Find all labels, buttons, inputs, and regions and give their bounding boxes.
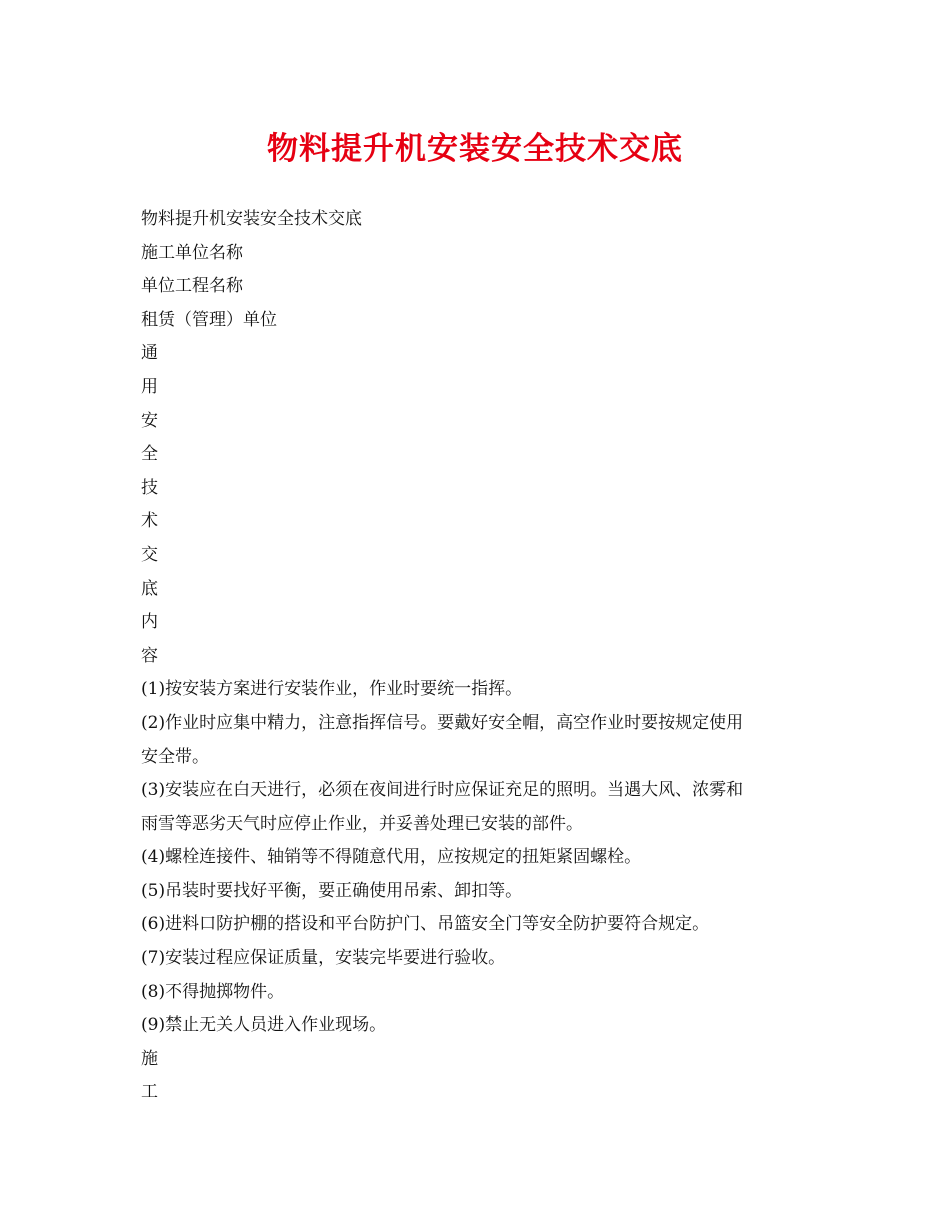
body-line: 租赁（管理）单位 [141,309,277,330]
body-line: (9)禁止无关人员进入作业现场。 [141,1015,387,1036]
body-line: (5)吊装时要找好平衡，要正确使用吊索、卸扣等。 [141,880,523,901]
document-body [141,203,821,1110]
body-line: 用 [141,376,158,397]
body-line: 工 [141,1082,158,1103]
body-line: 术 [141,511,158,532]
body-line: 单位工程名称 [141,276,243,297]
body-line: 物料提升机安装安全技术交底 [141,209,362,229]
body-line: 安 [141,410,158,431]
body-line: 交 [141,544,158,565]
body-line: (2)作业时应集中精力，注意指挥信号。要戴好安全帽，高空作业时要按规定使用 [141,712,744,733]
body-line: 安全带。 [141,746,209,767]
body-line: 雨雪等恶劣天气时应停止作业，并妥善处理已安装的部件。 [141,813,583,834]
body-line: (6)进料口防护棚的搭设和平台防护门、吊篮安全门等安全防护要符合规定。 [141,914,710,935]
body-line: (7)安装过程应保证质量，安装完毕要进行验收。 [141,948,506,969]
body-line: 内 [141,612,158,633]
body-line: 全 [141,444,158,465]
body-line: 施 [141,1048,158,1069]
body-line: (8)不得抛掷物件。 [141,981,285,1002]
body-line: 底 [141,578,158,599]
body-line: 通 [141,343,158,364]
body-line: (3)安装应在白天进行，必须在夜间进行时应保证充足的照明。当遇大风、浓雾和 [141,780,744,801]
body-line: (4)螺栓连接件、轴销等不得随意代用，应按规定的扭矩紧固螺栓。 [141,847,642,868]
document-title: 物料提升机安装安全技术交底 [267,131,683,167]
body-line: 技 [141,477,158,498]
body-line: (1)按安装方案进行安装作业，作业时要统一指挥。 [141,679,523,700]
body-line: 施工单位名称 [141,242,243,263]
body-line: 容 [141,645,158,666]
